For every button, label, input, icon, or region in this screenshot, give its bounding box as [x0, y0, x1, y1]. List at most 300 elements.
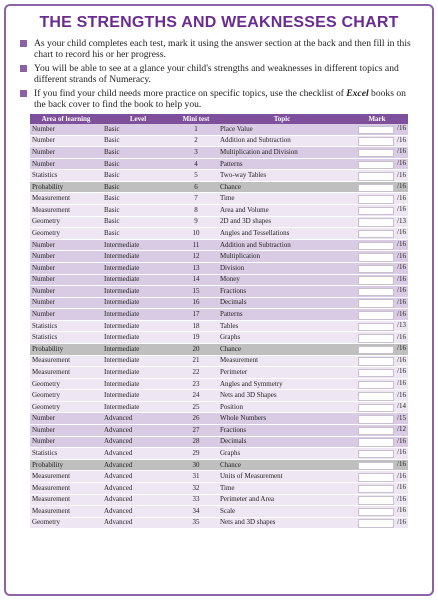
area-cell: Number	[30, 425, 102, 437]
mini-test-cell: 1	[174, 124, 218, 135]
mark-cell	[346, 297, 408, 309]
mark-total: /16	[397, 170, 406, 179]
mark-entry-box[interactable]	[358, 438, 394, 447]
instruction-text-end: books on the back cover to find the book to help you.	[34, 88, 406, 110]
level-cell: Intermediate	[102, 251, 174, 263]
mini-test-cell: 13	[174, 262, 218, 274]
mini-test-cell: 4	[174, 158, 218, 170]
mark-entry-box[interactable]	[358, 369, 394, 378]
mini-test-cell: 16	[174, 297, 218, 309]
level-cell: Intermediate	[102, 390, 174, 402]
area-cell: Number	[30, 297, 102, 309]
area-cell: Measurement	[30, 506, 102, 518]
table-row	[30, 147, 408, 159]
excel-brand-name: Excel	[346, 88, 369, 99]
mark-entry-box[interactable]	[358, 253, 394, 262]
level-cell: Basic	[102, 193, 174, 205]
table-row	[30, 135, 408, 147]
area-cell: Statistics	[30, 448, 102, 460]
area-cell: Measurement	[30, 482, 102, 494]
table-row	[30, 158, 408, 170]
header-topic: Topic	[218, 114, 346, 124]
topic-cell: Perimeter	[218, 367, 346, 379]
mark-total: /16	[397, 182, 406, 191]
mini-test-cell: 19	[174, 332, 218, 344]
mark-cell	[346, 216, 408, 228]
area-cell: Geometry	[30, 378, 102, 390]
level-cell: Advanced	[102, 413, 174, 425]
level-cell: Advanced	[102, 494, 174, 506]
table-row	[30, 205, 408, 217]
mark-cell	[346, 367, 408, 379]
level-cell: Intermediate	[102, 286, 174, 298]
table-row	[30, 517, 408, 529]
mini-test-cell: 6	[174, 181, 218, 193]
area-cell: Number	[30, 262, 102, 274]
strengths-weaknesses-table	[30, 114, 408, 529]
topic-cell: Decimals	[218, 436, 346, 448]
level-cell: Intermediate	[102, 378, 174, 390]
mark-entry-box[interactable]	[358, 299, 394, 308]
area-cell: Geometry	[30, 228, 102, 240]
mark-entry-box[interactable]	[358, 288, 394, 297]
mini-test-cell: 24	[174, 390, 218, 402]
area-cell: Geometry	[30, 401, 102, 413]
area-cell: Number	[30, 413, 102, 425]
header-mark: Mark	[346, 114, 408, 124]
mark-entry-box[interactable]	[358, 184, 394, 193]
mark-total: /16	[397, 159, 406, 168]
level-cell: Basic	[102, 124, 174, 135]
mark-total: /16	[397, 240, 406, 249]
level-cell: Basic	[102, 205, 174, 217]
mark-entry-box[interactable]	[358, 126, 394, 135]
mark-cell	[346, 170, 408, 182]
level-cell: Intermediate	[102, 309, 174, 321]
mark-total: /16	[397, 506, 406, 515]
table-row	[30, 320, 408, 332]
area-cell: Measurement	[30, 205, 102, 217]
area-cell: Number	[30, 286, 102, 298]
topic-cell: Time	[218, 193, 346, 205]
mark-total: /16	[397, 263, 406, 272]
mark-total: /16	[397, 332, 406, 341]
mark-cell	[346, 274, 408, 286]
level-cell: Intermediate	[102, 239, 174, 251]
table-row	[30, 193, 408, 205]
topic-cell: Angles and Tessellations	[218, 228, 346, 240]
area-cell: Number	[30, 135, 102, 147]
mini-test-cell: 3	[174, 147, 218, 159]
mark-total: /15	[397, 413, 406, 422]
mark-entry-box[interactable]	[358, 485, 394, 494]
level-cell: Intermediate	[102, 355, 174, 367]
mark-cell	[346, 320, 408, 332]
mini-test-cell: 31	[174, 471, 218, 483]
level-cell: Intermediate	[102, 367, 174, 379]
topic-cell: Division	[218, 262, 346, 274]
mark-entry-box[interactable]	[358, 508, 394, 517]
mini-test-cell: 27	[174, 425, 218, 437]
topic-cell: Place Value	[218, 124, 346, 135]
topic-cell: Addition and Subtraction	[218, 135, 346, 147]
mark-cell	[346, 251, 408, 263]
mark-entry-box[interactable]	[358, 137, 394, 146]
mini-test-cell: 2	[174, 135, 218, 147]
mark-entry-box[interactable]	[358, 172, 394, 181]
instruction-item	[20, 88, 420, 110]
level-cell: Advanced	[102, 517, 174, 529]
table-row	[30, 343, 408, 355]
mark-cell	[346, 401, 408, 413]
topic-cell: Chance	[218, 181, 346, 193]
level-cell: Basic	[102, 158, 174, 170]
mark-total: /16	[397, 471, 406, 480]
area-cell: Probability	[30, 343, 102, 355]
mini-test-cell: 14	[174, 274, 218, 286]
mark-total: /16	[397, 228, 406, 237]
level-cell: Basic	[102, 228, 174, 240]
mark-total: /16	[397, 205, 406, 214]
level-cell: Basic	[102, 216, 174, 228]
instruction-text: You will be able to see at a glance your child's strengths and weaknesses in different topics and different strands of Numeracy.	[34, 63, 399, 85]
topic-cell: Patterns	[218, 158, 346, 170]
mark-total: /16	[397, 483, 406, 492]
area-cell: Statistics	[30, 170, 102, 182]
topic-cell: Position	[218, 401, 346, 413]
mini-test-cell: 25	[174, 401, 218, 413]
mark-entry-box[interactable]	[358, 415, 394, 424]
topic-cell: Multiplication and Division	[218, 147, 346, 159]
table-row	[30, 262, 408, 274]
mini-test-cell: 10	[174, 228, 218, 240]
table-row	[30, 482, 408, 494]
mini-test-cell: 32	[174, 482, 218, 494]
area-cell: Number	[30, 158, 102, 170]
mark-cell	[346, 517, 408, 529]
mark-cell	[346, 355, 408, 367]
bullet-square-icon	[20, 65, 27, 72]
mark-cell	[346, 135, 408, 147]
mark-cell	[346, 228, 408, 240]
table-row	[30, 297, 408, 309]
table-row	[30, 425, 408, 437]
table-row	[30, 448, 408, 460]
mark-entry-box[interactable]	[358, 404, 394, 413]
table-row	[30, 494, 408, 506]
area-cell: Statistics	[30, 332, 102, 344]
bullet-square-icon	[20, 40, 27, 47]
mark-total: /16	[397, 251, 406, 260]
topic-cell: Nets and 3D Shapes	[218, 390, 346, 402]
area-cell: Measurement	[30, 193, 102, 205]
topic-cell: Patterns	[218, 309, 346, 321]
mark-entry-box[interactable]	[358, 427, 394, 436]
mark-total: /16	[397, 460, 406, 469]
mini-test-cell: 35	[174, 517, 218, 529]
mark-entry-box[interactable]	[358, 357, 394, 366]
mini-test-cell: 12	[174, 251, 218, 263]
mini-test-cell: 23	[174, 378, 218, 390]
mark-total: /16	[397, 274, 406, 283]
table-row	[30, 413, 408, 425]
mark-entry-box[interactable]	[358, 323, 394, 332]
mark-cell	[346, 494, 408, 506]
mark-entry-box[interactable]	[358, 149, 394, 158]
topic-cell: Measurement	[218, 355, 346, 367]
mark-total: /16	[397, 135, 406, 144]
level-cell: Advanced	[102, 506, 174, 518]
level-cell: Advanced	[102, 436, 174, 448]
level-cell: Intermediate	[102, 332, 174, 344]
header-area-of-learning: Area of learning	[30, 114, 102, 124]
topic-cell: Scale	[218, 506, 346, 518]
table-row	[30, 124, 408, 135]
table-row	[30, 181, 408, 193]
topic-cell: Area and Volume	[218, 205, 346, 217]
topic-cell: Time	[218, 482, 346, 494]
table-header-row	[30, 114, 408, 124]
instruction-item	[20, 38, 420, 60]
mini-test-cell: 7	[174, 193, 218, 205]
mark-cell	[346, 448, 408, 460]
mark-entry-box[interactable]	[358, 161, 394, 170]
mark-entry-box[interactable]	[358, 311, 394, 320]
topic-cell: Whole Numbers	[218, 413, 346, 425]
topic-cell: Perimeter and Area	[218, 494, 346, 506]
mini-test-cell: 33	[174, 494, 218, 506]
table-row	[30, 459, 408, 471]
area-cell: Geometry	[30, 390, 102, 402]
level-cell: Intermediate	[102, 320, 174, 332]
mini-test-cell: 20	[174, 343, 218, 355]
mini-test-cell: 21	[174, 355, 218, 367]
level-cell: Intermediate	[102, 274, 174, 286]
instructions-list	[20, 38, 420, 110]
table-row	[30, 286, 408, 298]
mark-total: /16	[397, 344, 406, 353]
mark-cell	[346, 239, 408, 251]
topic-cell: Addition and Subtraction	[218, 239, 346, 251]
mark-cell	[346, 124, 408, 135]
area-cell: Measurement	[30, 471, 102, 483]
mark-total: /16	[397, 355, 406, 364]
table-row	[30, 436, 408, 448]
table-row	[30, 401, 408, 413]
mark-total: /13	[397, 321, 406, 330]
mark-entry-box[interactable]	[358, 462, 394, 471]
area-cell: Number	[30, 147, 102, 159]
level-cell: Basic	[102, 147, 174, 159]
table-row	[30, 390, 408, 402]
mini-test-cell: 15	[174, 286, 218, 298]
level-cell: Basic	[102, 170, 174, 182]
mark-cell	[346, 506, 408, 518]
table-row	[30, 170, 408, 182]
mark-total: /16	[397, 367, 406, 376]
area-cell: Measurement	[30, 367, 102, 379]
mark-cell	[346, 471, 408, 483]
level-cell: Advanced	[102, 425, 174, 437]
mark-entry-box[interactable]	[358, 242, 394, 251]
table-row	[30, 378, 408, 390]
mark-entry-box[interactable]	[358, 195, 394, 204]
area-cell: Geometry	[30, 216, 102, 228]
mark-cell	[346, 436, 408, 448]
mini-test-cell: 9	[174, 216, 218, 228]
topic-cell: Chance	[218, 343, 346, 355]
table-row	[30, 251, 408, 263]
mark-cell	[346, 193, 408, 205]
mark-total: /16	[397, 448, 406, 457]
mini-test-cell: 5	[174, 170, 218, 182]
topic-cell: Multiplication	[218, 251, 346, 263]
mini-test-cell: 18	[174, 320, 218, 332]
mark-cell	[346, 425, 408, 437]
mark-entry-box[interactable]	[358, 473, 394, 482]
mark-entry-box[interactable]	[358, 519, 394, 528]
mini-test-cell: 29	[174, 448, 218, 460]
mark-total: /12	[397, 425, 406, 434]
bullet-square-icon	[20, 90, 27, 97]
header-mini-test: Mini test	[174, 114, 218, 124]
level-cell: Intermediate	[102, 297, 174, 309]
table-row	[30, 274, 408, 286]
instruction-item	[20, 63, 420, 85]
mini-test-cell: 30	[174, 459, 218, 471]
mini-test-cell: 22	[174, 367, 218, 379]
level-cell: Intermediate	[102, 262, 174, 274]
table-row	[30, 239, 408, 251]
area-cell: Number	[30, 251, 102, 263]
level-cell: Advanced	[102, 482, 174, 494]
mark-total: /16	[397, 390, 406, 399]
mark-entry-box[interactable]	[358, 496, 394, 505]
table-row	[30, 216, 408, 228]
chart-page	[4, 4, 434, 596]
topic-cell: Fractions	[218, 286, 346, 298]
header-level: Level	[102, 114, 174, 124]
mark-total: /16	[397, 124, 406, 133]
topic-cell: Nets and 3D shapes	[218, 517, 346, 529]
topic-cell: 2D and 3D shapes	[218, 216, 346, 228]
level-cell: Basic	[102, 181, 174, 193]
mark-entry-box[interactable]	[358, 207, 394, 216]
table-body	[30, 124, 408, 529]
level-cell: Basic	[102, 135, 174, 147]
mini-test-cell: 28	[174, 436, 218, 448]
table-row	[30, 355, 408, 367]
mark-cell	[346, 378, 408, 390]
topic-cell: Fractions	[218, 425, 346, 437]
mark-entry-box[interactable]	[358, 346, 394, 355]
level-cell: Intermediate	[102, 401, 174, 413]
topic-cell: Units of Measurement	[218, 471, 346, 483]
mark-entry-box[interactable]	[358, 276, 394, 285]
mark-entry-box[interactable]	[358, 230, 394, 239]
mark-cell	[346, 482, 408, 494]
topic-cell: Chance	[218, 459, 346, 471]
area-cell: Statistics	[30, 320, 102, 332]
mark-total: /16	[397, 309, 406, 318]
area-cell: Number	[30, 124, 102, 135]
area-cell: Number	[30, 239, 102, 251]
mark-cell	[346, 459, 408, 471]
area-cell: Probability	[30, 459, 102, 471]
level-cell: Advanced	[102, 448, 174, 460]
area-cell: Geometry	[30, 517, 102, 529]
topic-cell: Decimals	[218, 297, 346, 309]
mini-test-cell: 8	[174, 205, 218, 217]
mark-total: /16	[397, 193, 406, 202]
topic-cell: Tables	[218, 320, 346, 332]
mini-test-cell: 34	[174, 506, 218, 518]
mini-test-cell: 17	[174, 309, 218, 321]
mark-total: /16	[397, 286, 406, 295]
area-cell: Number	[30, 309, 102, 321]
table-row	[30, 309, 408, 321]
mark-entry-box[interactable]	[358, 381, 394, 390]
topic-cell: Angles and Symmetry	[218, 378, 346, 390]
level-cell: Intermediate	[102, 343, 174, 355]
mark-total: /16	[397, 494, 406, 503]
mark-total: /16	[397, 517, 406, 526]
mark-cell	[346, 343, 408, 355]
level-cell: Advanced	[102, 459, 174, 471]
mark-entry-box[interactable]	[358, 450, 394, 459]
topic-cell: Graphs	[218, 332, 346, 344]
area-cell: Number	[30, 436, 102, 448]
mark-cell	[346, 286, 408, 298]
mark-entry-box[interactable]	[358, 218, 394, 227]
table-row	[30, 332, 408, 344]
page-title: THE STRENGTHS AND WEAKNESSES CHART	[39, 14, 399, 31]
mark-total: /16	[397, 297, 406, 306]
area-cell: Number	[30, 274, 102, 286]
mark-total: /16	[397, 379, 406, 387]
mark-cell	[346, 413, 408, 425]
table-row	[30, 471, 408, 483]
area-cell: Probability	[30, 181, 102, 193]
mark-total: /16	[397, 147, 406, 156]
mark-total: /13	[397, 216, 406, 225]
instruction-text-start: If you find your child needs more practice on specific topics, use the checklist of	[34, 88, 347, 99]
mark-cell	[346, 332, 408, 344]
mark-cell	[346, 158, 408, 170]
mark-entry-box[interactable]	[358, 334, 394, 343]
mark-cell	[346, 205, 408, 217]
mark-cell	[346, 147, 408, 159]
mark-total: /14	[397, 402, 406, 411]
level-cell: Advanced	[102, 471, 174, 483]
topic-cell: Money	[218, 274, 346, 286]
mark-cell	[346, 262, 408, 274]
table-row	[30, 367, 408, 379]
mini-test-cell: 26	[174, 413, 218, 425]
mark-total: /16	[397, 436, 406, 445]
mini-test-cell: 11	[174, 239, 218, 251]
table-row	[30, 228, 408, 240]
area-cell: Measurement	[30, 355, 102, 367]
mark-cell	[346, 390, 408, 402]
mark-cell	[346, 181, 408, 193]
mark-entry-box[interactable]	[358, 265, 394, 274]
table-row	[30, 506, 408, 518]
area-cell: Measurement	[30, 494, 102, 506]
topic-cell: Graphs	[218, 448, 346, 460]
mark-entry-box[interactable]	[358, 392, 394, 401]
topic-cell: Two-way Tables	[218, 170, 346, 182]
